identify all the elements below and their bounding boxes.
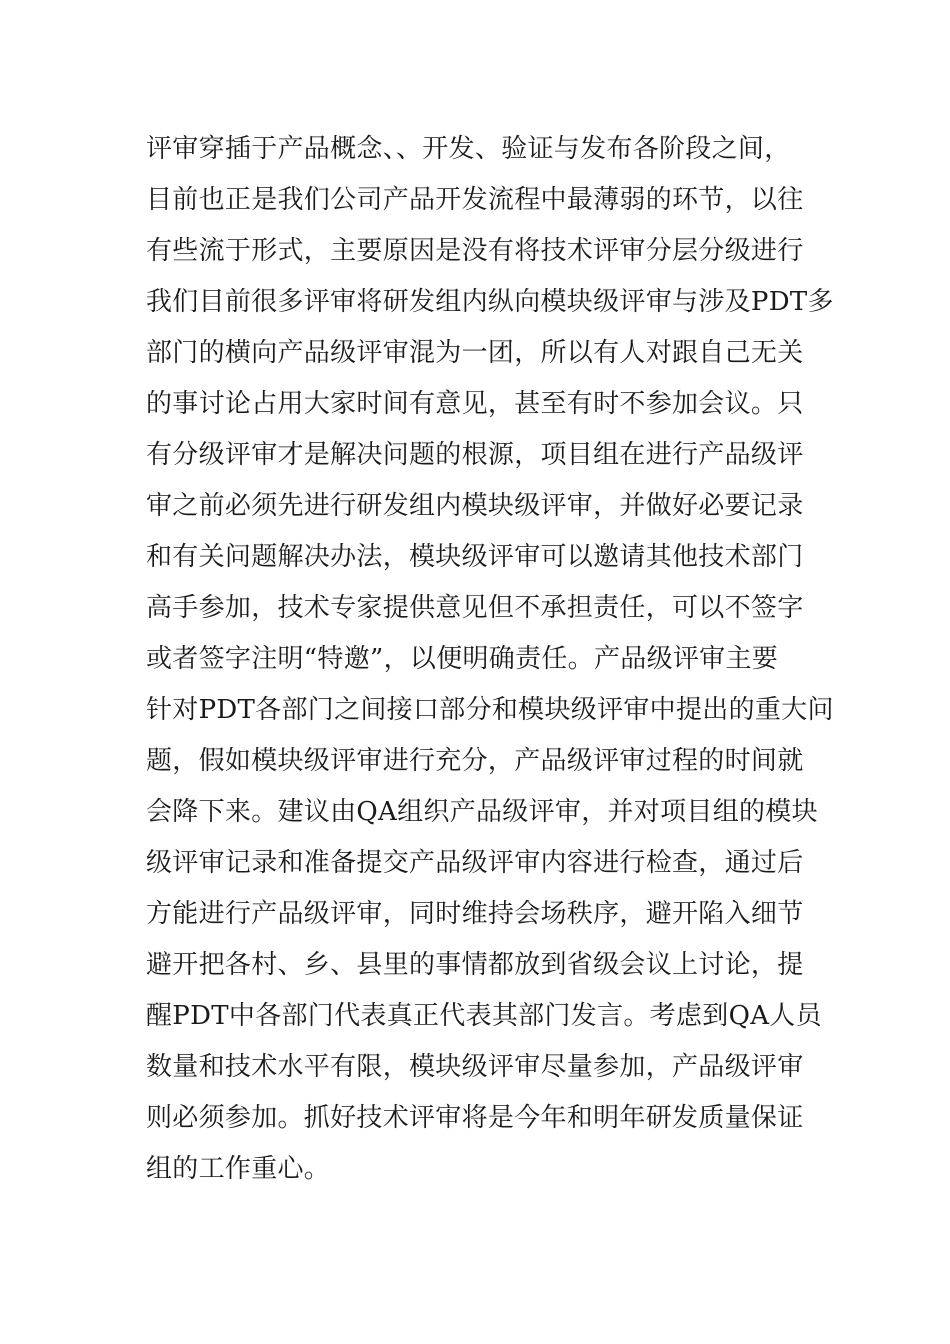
body-paragraph — [146, 124, 834, 1195]
text-line: 则必须参加。抓好技术评审将是今年和明年研发质量保证 — [146, 1103, 804, 1133]
text-line: 审之前必须先进行研发组内模块级评审，并做好必要记录 — [146, 491, 804, 521]
text-line: 级评审记录和准备提交产品级评审内容进行检查，通过后 — [146, 848, 804, 878]
text-line: 的事讨论占用大家时间有意见，甚至有时不参加会议。只 — [146, 389, 804, 419]
text-line: 有些流于形式，主要原因是没有将技术评审分层分级进行 — [146, 236, 804, 266]
text-line: 高手参加，技术专家提供意见但不承担责任，可以不签字 — [146, 593, 804, 623]
text-line: 部门的横向产品级评审混为一团，所以有人对跟自己无关 — [146, 338, 804, 368]
text-line: 和有关问题解决办法，模块级评审可以邀请其他技术部门 — [146, 542, 804, 572]
text-line: 针对PDT各部门之间接口部分和模块级评审中提出的重大问 — [146, 695, 834, 725]
text-line: 评审穿插于产品概念、、开发、验证与发布各阶段之间， — [146, 134, 791, 164]
text-line: 有分级评审才是解决问题的根源，项目组在进行产品级评 — [146, 440, 804, 470]
text-line: 会降下来。建议由QA组织产品级评审，并对项目组的模块 — [146, 797, 818, 827]
text-line: 醒PDT中各部门代表真正代表其部门发言。考虑到QA人员 — [146, 1001, 822, 1031]
text-line: 我们目前很多评审将研发组内纵向模块级评审与涉及PDT多 — [146, 287, 834, 317]
text-line: 目前也正是我们公司产品开发流程中最薄弱的环节，以往 — [146, 185, 804, 215]
text-line: 题，假如模块级评审进行充分，产品级评审过程的时间就 — [146, 746, 804, 776]
text-line: 或者签字注明“特邀”，以便明确责任。产品级评审主要 — [146, 644, 779, 674]
text-line: 避开把各村、乡、县里的事情都放到省级会议上讨论，提 — [146, 950, 804, 980]
text-line: 方能进行产品级评审，同时维持会场秩序，避开陷入细节 — [146, 899, 804, 929]
text-line: 组的工作重心。 — [146, 1154, 331, 1184]
text-line: 数量和技术水平有限，模块级评审尽量参加，产品级评审 — [146, 1052, 804, 1082]
